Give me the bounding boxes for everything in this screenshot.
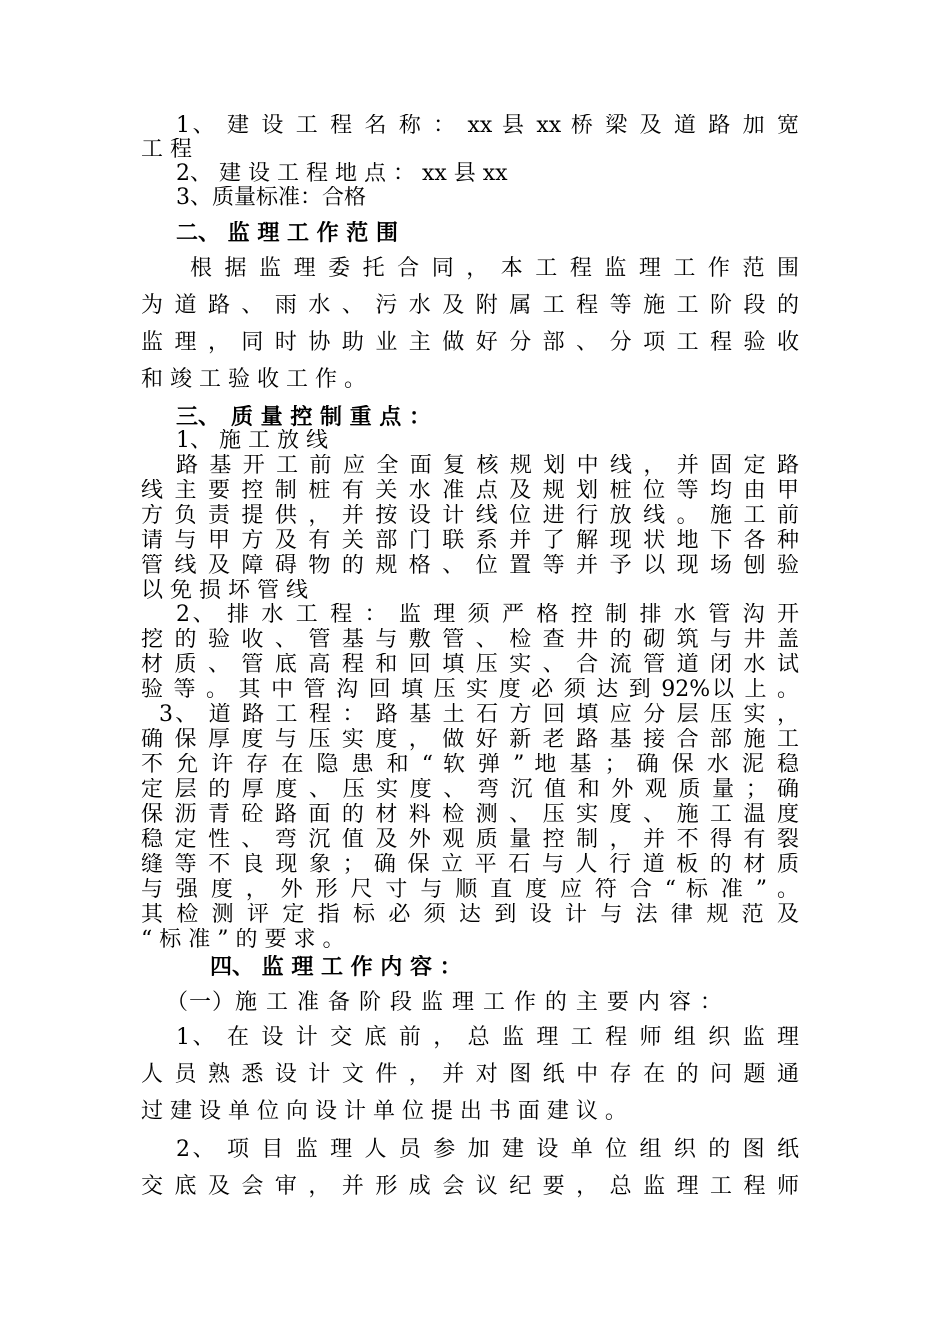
drainage-line: 验 等 。 其 中 管 沟 回 填 压 实 度 必 须 达 到 92%以 上 。 xyxy=(141,678,799,702)
road-works-line: 与 强 度 ， 外 形 尺 寸 与 顺 直 度 应 符 合 “ 标 准 ” 。 xyxy=(141,878,799,902)
preparation-item-1-line: 1、 在 设 计 交 底 前 ， 总 监 理 工 程 师 组 织 监 理 xyxy=(176,1025,799,1050)
road-works-line: 保 沥 青 砼 路 面 的 材 料 检 测 、 压 实 度 、 施 工 温 度 xyxy=(141,803,799,827)
quality-standard-line: 3、质量标准：合格 xyxy=(176,186,366,210)
road-works-line: 3、 道 路 工 程 ： 路 基 土 石 方 回 填 应 分 层 压 实 ， xyxy=(159,703,799,727)
scope-paragraph-line: 监 理 ， 同 时 协 助 业 主 做 好 分 部 、 分 项 工 程 验 收 xyxy=(141,330,799,355)
setting-out-line: 管 线 及 障 碍 物 的 规 格 、 位 置 等 并 予 以 现 场 刨 验 xyxy=(141,554,799,578)
project-name-line-cont: 工 程 xyxy=(141,138,192,162)
subheading-setting-out: 1、 施 工 放 线 xyxy=(176,429,328,453)
scope-paragraph-line: 根 据 监 理 委 托 合 同 ， 本 工 程 监 理 工 作 范 围 xyxy=(190,256,799,281)
road-works-line: 定 层 的 厚 度 、 压 实 度 、 弯 沉 值 和 外 观 质 量 ； 确 xyxy=(141,778,799,802)
road-works-line: 确 保 厚 度 与 压 实 度 ， 做 好 新 老 路 基 接 合 部 施 工 xyxy=(141,728,799,752)
setting-out-line: 以 免 损 坏 管 线 xyxy=(141,579,308,603)
road-works-line: 稳 定 性 、 弯 沉 值 及 外 观 质 量 控 制 ， 并 不 得 有 裂 xyxy=(141,828,799,852)
drainage-line: 材 质 、 管 底 高 程 和 回 填 压 实 、 合 流 管 道 闭 水 试 xyxy=(141,653,799,677)
setting-out-line: 请 与 甲 方 及 有 关 部 门 联 系 并 了 解 现 状 地 下 各 种 xyxy=(141,529,799,553)
setting-out-line: 方 负 责 提 供 ， 并 按 设 计 线 位 进 行 放 线 。 施 工 前 xyxy=(141,504,799,528)
road-works-line: 不 允 许 存 在 隐 患 和 “ 软 弹 ” 地 基 ； 确 保 水 泥 稳 xyxy=(141,753,799,777)
scope-paragraph-line: 和 竣 工 验 收 工 作 。 xyxy=(141,367,366,392)
road-works-line: 缝 等 不 良 现 象 ； 确 保 立 平 石 与 人 行 道 板 的 材 质 xyxy=(141,853,799,877)
subheading-preparation-stage: （一）施 工 准 备 阶 段 监 理 工 作 的 主 要 内 容 ： xyxy=(166,990,723,1015)
preparation-item-1-line: 人 员 熟 悉 设 计 文 件 ， 并 对 图 纸 中 存 在 的 问 题 通 xyxy=(141,1062,799,1087)
preparation-item-1-line: 过 建 设 单 位 向 设 计 单 位 提 出 书 面 建 议 。 xyxy=(141,1099,627,1124)
project-location-line: 2、 建 设 工 程 地 点 ： xx 县 xx xyxy=(176,162,508,186)
road-works-line: 其 检 测 评 定 指 标 必 须 达 到 设 计 与 法 律 规 范 及 xyxy=(141,903,799,927)
preparation-item-2-line: 交 底 及 会 审 ， 并 形 成 会 议 纪 要 ， 总 监 理 工 程 师 xyxy=(141,1174,799,1199)
setting-out-line: 路 基 开 工 前 应 全 面 复 核 规 划 中 线 ， 并 固 定 路 xyxy=(176,454,799,478)
scope-paragraph-line: 为 道 路 、 雨 水 、 污 水 及 附 属 工 程 等 施 工 阶 段 的 xyxy=(141,293,799,318)
section-heading-work-content: 四、 监 理 工 作 内 容 ： xyxy=(210,955,462,979)
drainage-line: 2、 排 水 工 程 ： 监 理 须 严 格 控 制 排 水 管 沟 开 xyxy=(176,603,799,627)
road-works-line: “ 标 准 ” 的 要 求 。 xyxy=(141,928,345,952)
project-name-line: 1、 建 设 工 程 名 称 ： xx 县 xx 桥 梁 及 道 路 加 宽 xyxy=(176,114,799,138)
section-heading-scope: 二、 监 理 工 作 范 围 xyxy=(176,221,398,245)
preparation-item-2-line: 2、 项 目 监 理 人 员 参 加 建 设 单 位 组 织 的 图 纸 xyxy=(176,1137,799,1162)
drainage-line: 挖 的 验 收 、 管 基 与 敷 管 、 检 查 井 的 砌 筑 与 井 盖 xyxy=(141,628,799,652)
section-heading-quality-control: 三、 质 量 控 制 重 点 ： xyxy=(176,405,431,429)
setting-out-line: 线 主 要 控 制 桩 有 关 水 准 点 及 规 划 桩 位 等 均 由 甲 xyxy=(141,479,799,503)
